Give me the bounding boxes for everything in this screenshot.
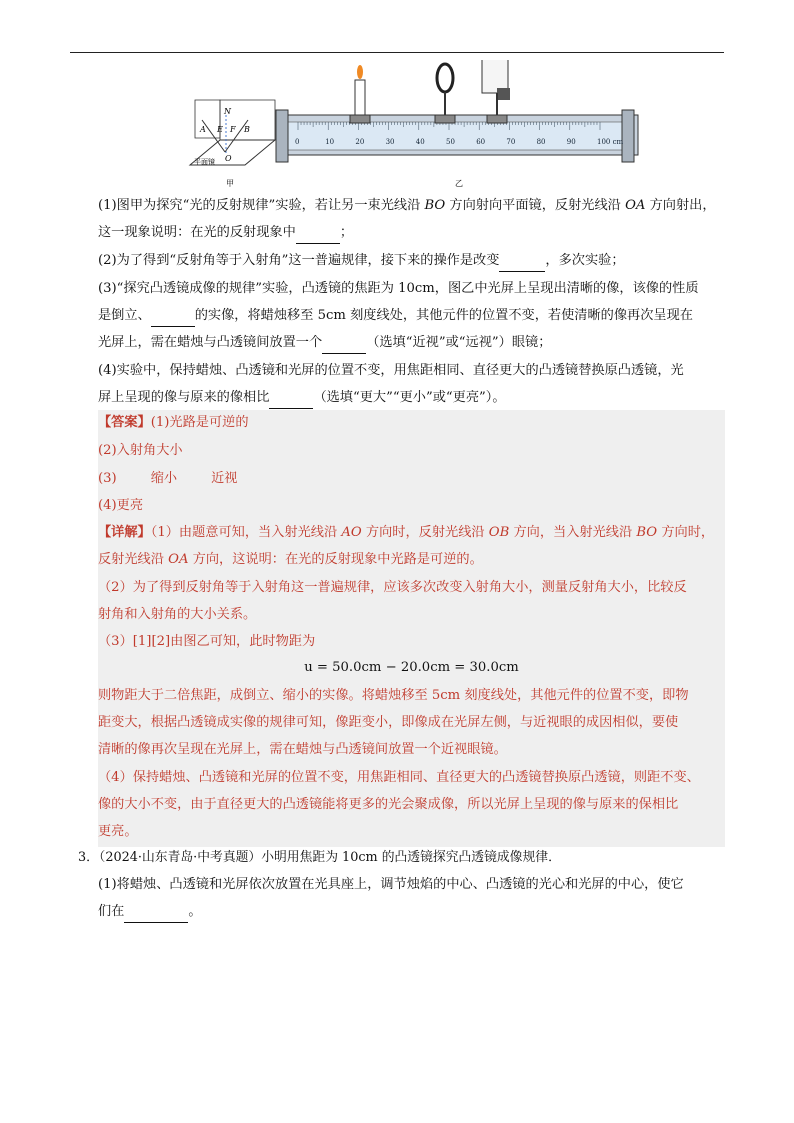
question-3-part1: (1)将蜡烛、凸透镜和光屏依次放置在光具座上，调节烛焰的中心、凸透镜的光心和光屏的中心，使它 xyxy=(98,877,684,892)
detail-4a: （4）保持蜡烛、凸透镜和光屏的位置不变，用焦距相同、直径更大的凸透镜替换原凸透镜，则距不变、 xyxy=(98,770,700,785)
detail-3c: 距变大，根据凸透镜成实像的规律可知，像距变小，即像成在光屏左侧，与近视眼的成因相似，要使 xyxy=(98,715,679,730)
question-3-part1b: 们在 。 xyxy=(98,902,202,923)
mirror-diagram xyxy=(190,100,275,188)
blank[interactable] xyxy=(322,333,366,354)
q3-line1: (3)“探究凸透镜成像的规律”实验，凸透镜的焦距为 10cm，图乙中光屏上呈现出清晰的像，该像的性质 xyxy=(98,281,699,296)
detail-2b: 射角和入射角的大小关系。 xyxy=(98,607,257,622)
ruler-label: 40 xyxy=(415,138,425,146)
ruler-label: 20 xyxy=(355,138,365,146)
answer-4: (4)更亮 xyxy=(98,498,144,513)
label-A: A xyxy=(200,125,206,134)
ruler-label: 10 xyxy=(325,138,335,146)
ruler-label: 80 xyxy=(536,138,546,146)
ruler-label: 100 cm xyxy=(597,138,624,146)
answer-3: (3) 缩小 近视 xyxy=(98,471,238,486)
blank[interactable] xyxy=(124,902,188,923)
blank[interactable] xyxy=(269,388,313,409)
label-B: B xyxy=(244,125,250,134)
ruler-label: 70 xyxy=(506,138,516,146)
q4-line2: 屏上呈现的像与原来的像相比 （选填“更大”“更小”或“更亮”）。 xyxy=(98,388,506,409)
figure-yi-caption: 乙 xyxy=(455,179,463,188)
figure-jia-caption: 甲 xyxy=(226,179,234,188)
q1-line1: (1)图甲为探究“光的反射规律”实验，若让另一束光线沿 BO 方向射向平面镜，反射光线沿 OA 方向射出， xyxy=(98,198,716,213)
blank[interactable] xyxy=(499,251,545,272)
detail-1a: 【详解】（1）由题意可知，当入射光线沿 AO 方向时，反射光线沿 OB 方向，当入射光线沿 BO 方向时， xyxy=(98,525,715,540)
optical-bench xyxy=(276,60,638,188)
q4-line1: (4)实验中，保持蜡烛、凸透镜和光屏的位置不变，用焦距相同、直径更大的凸透镜替换原凸透镜，光 xyxy=(98,363,684,378)
mirror-label: 平面镜 xyxy=(194,158,215,166)
ruler-label: 90 xyxy=(566,138,576,146)
detail-3b: 则物距大于二倍焦距，成倒立、缩小的实像。将蜡烛移至 5cm 刻度线处，其他元件的位置不变，即物 xyxy=(98,688,689,703)
q2-line: (2)为了得到“反射角等于入射角”这一普遍规律，接下来的操作是改变 ，多次实验； xyxy=(98,251,625,272)
q1-line2: 这一现象说明：在光的反射现象中 ； xyxy=(98,223,353,244)
detail-4c: 更亮。 xyxy=(98,824,138,839)
formula: u = 50.0cm − 20.0cm = 30.0cm xyxy=(304,660,519,675)
ruler-label: 50 xyxy=(446,138,455,146)
detail-1b: 反射光线沿 OA 方向，这说明：在光的反射现象中光路是可逆的。 xyxy=(98,552,483,567)
label-F: F xyxy=(230,125,236,134)
ruler-label: 60 xyxy=(476,138,486,146)
label-E: E xyxy=(217,125,223,134)
detail-3d: 清晰的像再次呈现在光屏上，需在蜡烛与凸透镜间放置一个近视眼镜。 xyxy=(98,742,507,757)
candle-flame xyxy=(357,65,363,79)
blank[interactable] xyxy=(151,306,195,327)
header-rule xyxy=(70,52,724,53)
ruler-label: 30 xyxy=(385,138,395,146)
q3-line3: 光屏上，需在蜡烛与凸透镜间放置一个 （选填“近视”或“远视”）眼镜； xyxy=(98,333,551,354)
experiment-figure xyxy=(180,60,650,190)
q3-line2: 是倒立、 的实像，将蜡烛移至 5cm 刻度线处，其他元件的位置不变，若使清晰的像再次呈现在 xyxy=(98,306,693,327)
candle xyxy=(355,80,365,120)
detail-2a: （2）为了得到反射角等于入射角这一普遍规律，应该多次改变入射角大小，测量反射角大小，比较反 xyxy=(98,580,687,595)
detail-4b: 像的大小不变，由于直径更大的凸透镜能将更多的光会聚成像，所以光屏上呈现的像与原来的保相比 xyxy=(98,797,679,812)
label-O: O xyxy=(225,154,232,163)
blank[interactable] xyxy=(296,223,340,244)
answer-1: 【答案】(1)光路是可逆的 xyxy=(98,415,249,430)
answer-2: (2)入射角大小 xyxy=(98,443,183,458)
detail-3a: （3）[1][2]由图乙可知，此时物距为 xyxy=(98,634,316,649)
question-3-title: 3．（2024·山东青岛·中考真题）小明用焦距为 10cm 的凸透镜探究凸透镜成像规律． xyxy=(78,850,561,865)
ruler-label: 0 xyxy=(295,138,300,146)
convex-lens xyxy=(437,64,453,92)
label-N: N xyxy=(224,107,231,116)
